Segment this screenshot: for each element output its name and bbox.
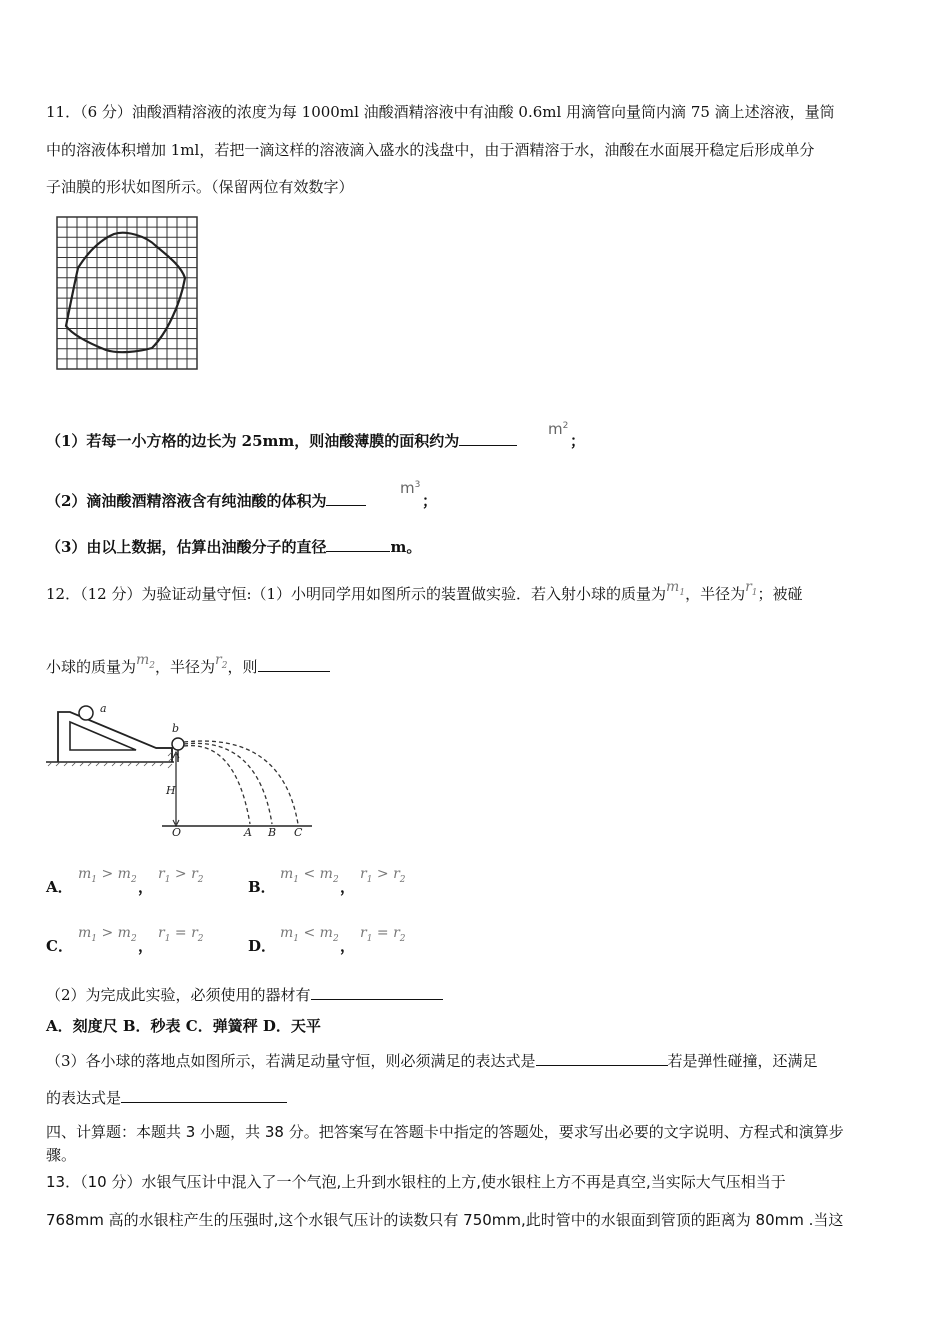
q12-sub3-line2: 的表达式是 [46,1088,287,1108]
label-a: a [100,702,107,715]
m1-symbol: $m_1$ [666,579,686,598]
q11-line-2: 中的溶液体积增加 1ml，若把一滴这样的溶液滴入盛水的浅盘中，由于酒精溶于水，油酸在水面展开稳定后形成单分 [46,141,815,159]
q11-sub2-blank[interactable] [326,491,366,506]
option-mass-relation: $m_1 < m_2$ [280,866,339,885]
label-b: b [172,722,180,735]
option-comma: ， [340,937,356,955]
option-letter[interactable]: B． [248,878,276,896]
q12-line-2: 小球的质量为$m_2$，半径为$r_2$，则 [46,657,330,684]
option-radius-relation: $r_1 > r_2$ [360,866,406,885]
q11-sub1-end: ； [570,432,586,450]
option-comma: ， [138,878,154,896]
q11-line-1: 11．（6 分）油酸酒精溶液的浓度为每 1000ml 油酸酒精溶液中有油酸 0.6ml 用滴管向量筒内滴 75 滴上述溶液，量筒 [46,103,835,121]
q11-line-3: 子油膜的形状如图所示。（保留两位有效数字） [46,178,354,196]
section4-line-2: 骤。 [46,1146,77,1164]
option-letter[interactable]: C． [46,937,73,955]
option-radius-relation: $r_1 > r_2$ [158,866,204,885]
m2-symbol: $m_2$ [136,652,156,671]
option-mass-relation: $m_1 > m_2$ [78,925,137,944]
option-letter[interactable]: A． [46,878,73,896]
q13-line-2: 768mm 高的水银柱产生的压强时,这个水银气压计的读数只有 750mm,此时管中的水银面到管顶的距离为 80mm .当这 [46,1211,844,1229]
q12-sub2-blank[interactable] [311,985,443,1000]
q12-sub1-blank[interactable] [258,657,330,672]
option-mass-relation: $m_1 < m_2$ [280,925,339,944]
q11-sub2-end: ； [422,492,438,510]
r2-symbol: $r_2$ [215,652,228,671]
option-letter[interactable]: D． [248,937,277,955]
label-C: C [294,826,303,839]
oil-film-grid-figure [56,216,200,372]
q12-sub3: （3）各小球的落地点如图所示，若满足动量守恒，则必须满足的表达式是 若是弹性碰撞，还满足 [46,1052,818,1070]
collision-apparatus-figure [44,700,314,840]
q11-sub1-blank[interactable] [459,431,517,446]
option-radius-relation: $r_1 = r_2$ [360,925,406,944]
label-O: O [172,826,182,839]
r1-symbol: $r_1$ [745,579,758,598]
label-A: A [244,826,252,839]
option-radius-relation: $r_1 = r_2$ [158,925,204,944]
q12-sub3-blank-1[interactable] [536,1051,668,1066]
label-B: B [268,826,277,839]
q11-sub3: （3）由以上数据，估算出油酸分子的直径 m。 [46,538,422,556]
option-comma: ， [340,878,356,896]
q12-sub2: （2）为完成此实验，必须使用的器材有 [46,985,443,1005]
q12-line-1: 12．（12 分）为验证动量守恒:（1）小明同学用如图所示的装置做实验．若入射小球的质量为$m_1$，半径为$r_1$；被碰 [46,579,803,603]
label-H: H [166,784,176,797]
q12-sub3-blank-2[interactable] [121,1088,287,1103]
option-comma: ， [138,937,154,955]
option-mass-relation: $m_1 > m_2$ [78,866,137,885]
q12-sub2-choices: A．刻度尺 B．秒表 C．弹簧秤 D．天平 [46,1017,321,1035]
q11-sub1-unit: $m^2$ [548,420,569,438]
section4-line-1: 四、计算题：本题共 3 小题，共 38 分。把答案写在答题卡中指定的答题处，要求写出必要的文字说明、方程式和演算步 [46,1123,844,1141]
q11-sub2-unit: $m^3$ [400,479,421,497]
q11-sub3-blank[interactable] [326,537,390,552]
q11-sub2: （2）滴油酸酒精溶液含有纯油酸的体积为 [46,491,366,511]
q11-sub1: （1）若每一小方格的边长为 25mm，则油酸薄膜的面积约为 [46,431,517,451]
q13-line-1: 13．（10 分）水银气压计中混入了一个气泡,上升到水银柱的上方,使水银柱上方不再是真空,当实际大气压相当于 [46,1173,786,1191]
